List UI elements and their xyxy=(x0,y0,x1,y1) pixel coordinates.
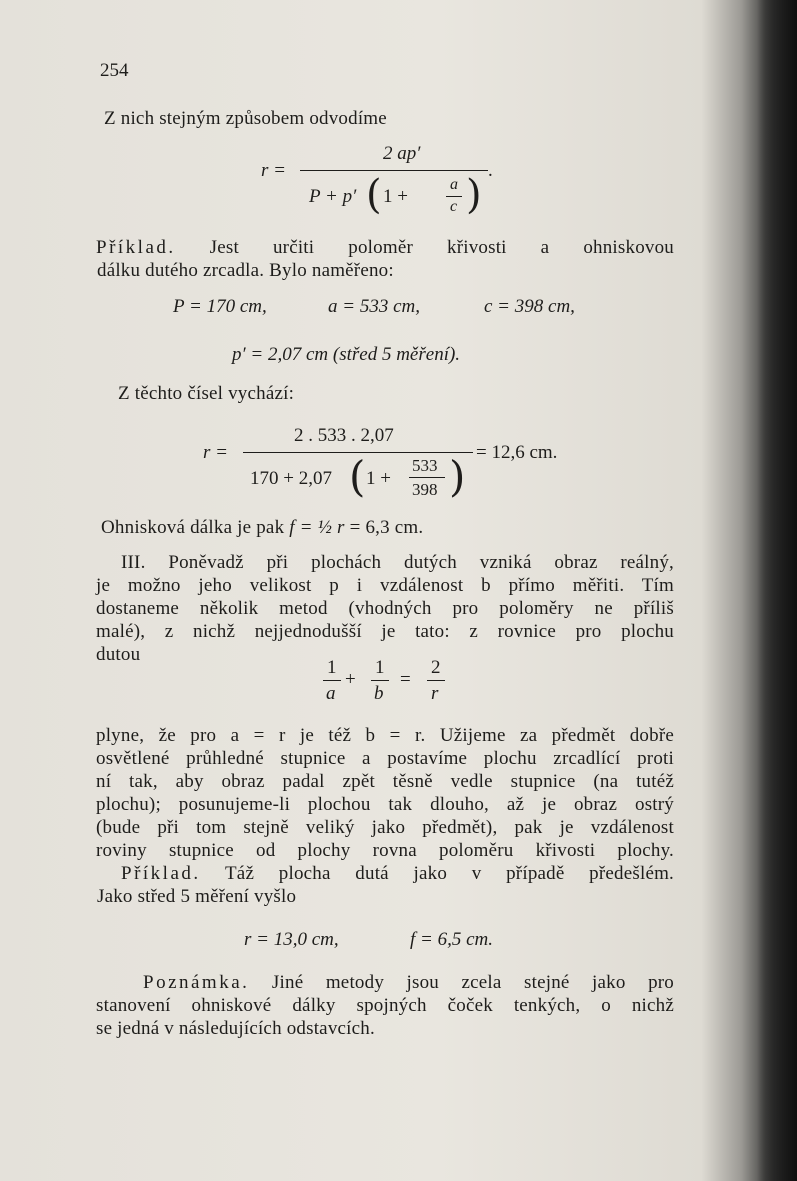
example1-line1 xyxy=(96,237,674,259)
paragraph4-line1: plyne, že pro a = r je též b = r. Užijeme za předmět dobře xyxy=(96,725,674,746)
paragraph3-line1: III. Poněvadž při plochách dutých vzniká obraz reálný, xyxy=(121,552,674,573)
example2-line1 xyxy=(121,863,674,885)
mirror-eq-bar-a xyxy=(323,680,341,681)
book-binding-shadow xyxy=(757,0,797,1181)
paragraph4-line2: osvětlené průhledné stupnice a postavíme plochu zrcadlící proti xyxy=(96,748,674,769)
focal-length-text-b: = 6,3 cm. xyxy=(349,517,424,538)
intro-line: Z nich stejným způsobem odvodíme xyxy=(104,108,387,129)
formula2-small-398: 398 xyxy=(412,480,438,499)
paragraph3-line5: dutou xyxy=(96,644,141,665)
example1-text-a: Jest určiti poloměr křivosti a ohniskovou xyxy=(209,237,674,258)
measurement-a: a = 533 cm, xyxy=(328,296,420,317)
paragraph3-line2: je možno jeho velikost p i vzdálenost b přímo měřiti. Tím xyxy=(96,575,674,596)
mirror-eq-bar-r xyxy=(427,680,445,681)
note-line3: se jedná v následujících odstavcích. xyxy=(96,1018,375,1039)
paragraph3-line4: malé), z nichž nejjednodušší je tato: z rovnice pro plochu xyxy=(96,621,674,642)
example2-text-a: Táž plocha dutá jako v případě předešlém. xyxy=(225,863,675,884)
formula1-paren-close: ) xyxy=(466,172,482,218)
mirror-eq-r: r xyxy=(431,683,439,704)
paragraph3-line3: dostaneme několik metod (vhodných pro poloměry ne příliš xyxy=(96,598,674,619)
formula2-paren-open: ( xyxy=(349,452,366,501)
formula2-paren-close: ) xyxy=(449,452,466,501)
formula1-paren-open: ( xyxy=(366,172,382,218)
measurement-c: c = 398 cm, xyxy=(484,296,575,317)
mirror-eq-a: a xyxy=(326,683,336,704)
example1-line2: dálku dutého zrcadla. Bylo naměřeno: xyxy=(97,260,394,281)
result-r: r = 13,0 cm, xyxy=(244,929,339,950)
formula2-numerator: 2 . 533 . 2,07 xyxy=(294,425,394,446)
formula2-small-fraction-bar xyxy=(409,477,445,478)
mirror-eq-1b: 1 xyxy=(375,657,385,678)
formula1-numerator: 2 ap′ xyxy=(383,143,421,164)
mirror-eq-2: 2 xyxy=(431,657,441,678)
focal-length-formula: f = ½ r xyxy=(289,517,345,538)
measurement-P: P = 170 cm, xyxy=(173,296,267,317)
formula1-small-fraction-bar xyxy=(446,196,462,197)
focal-length-line xyxy=(101,517,423,539)
mirror-eq-plus: + xyxy=(345,669,356,690)
formula1-small-c: c xyxy=(450,198,458,215)
formula2-rhs: = 12,6 cm. xyxy=(476,442,558,463)
paragraph4-line3: ní tak, aby obraz padal zpět těsně vedle stupnice (na tutéž xyxy=(96,771,674,792)
focal-length-text-a: Ohnisková dálka je pak xyxy=(101,517,285,538)
mirror-eq-1a: 1 xyxy=(327,657,337,678)
formula2-small-533: 533 xyxy=(412,456,438,475)
formula1-denominator-a: P + p′ xyxy=(309,186,357,207)
formula1-lhs: r = xyxy=(261,160,286,181)
formula1-fraction-bar xyxy=(300,170,488,171)
formula1-small-a: a xyxy=(450,176,458,193)
example1-label: Příklad. xyxy=(96,237,176,258)
example2-label: Příklad. xyxy=(121,863,201,884)
example2-line2: Jako střed 5 měření vyšlo xyxy=(97,886,297,907)
formula2-denominator-one: 1 + xyxy=(366,468,391,489)
formula1-dot: . xyxy=(488,160,493,181)
measurement-p-prime: p′ = 2,07 cm (střed 5 měření). xyxy=(232,344,461,365)
paragraph4-line4: plochu); posunujeme-li plochou tak dlouho, až je obraz ostrý xyxy=(96,794,674,815)
paragraph4-line6: roviny stupnice od plochy rovna poloměru křivosti plochy. xyxy=(96,840,674,861)
formula2-denominator-a: 170 + 2,07 xyxy=(250,468,332,489)
formula2-lhs: r = xyxy=(203,442,228,463)
note-label: Poznámka. xyxy=(143,972,250,993)
note-text-a: Jiné metody jsou zcela stejné jako pro xyxy=(271,972,674,993)
formula1-denominator-one: 1 + xyxy=(383,186,408,207)
mirror-eq-bar-b xyxy=(371,680,389,681)
page-number: 254 xyxy=(100,60,129,81)
z-techto-line: Z těchto čísel vychází: xyxy=(118,383,295,404)
mirror-eq-equals: = xyxy=(400,669,411,690)
note-line2: stanovení ohniskové dálky spojných čoček tenkých, o nichž xyxy=(96,995,674,1016)
mirror-eq-b: b xyxy=(374,683,384,704)
paragraph4-line5: (bude při tom stejně veliký jako předmět), pak je vzdálenost xyxy=(96,817,674,838)
note-line1 xyxy=(143,972,674,994)
result-f: f = 6,5 cm. xyxy=(410,929,494,950)
